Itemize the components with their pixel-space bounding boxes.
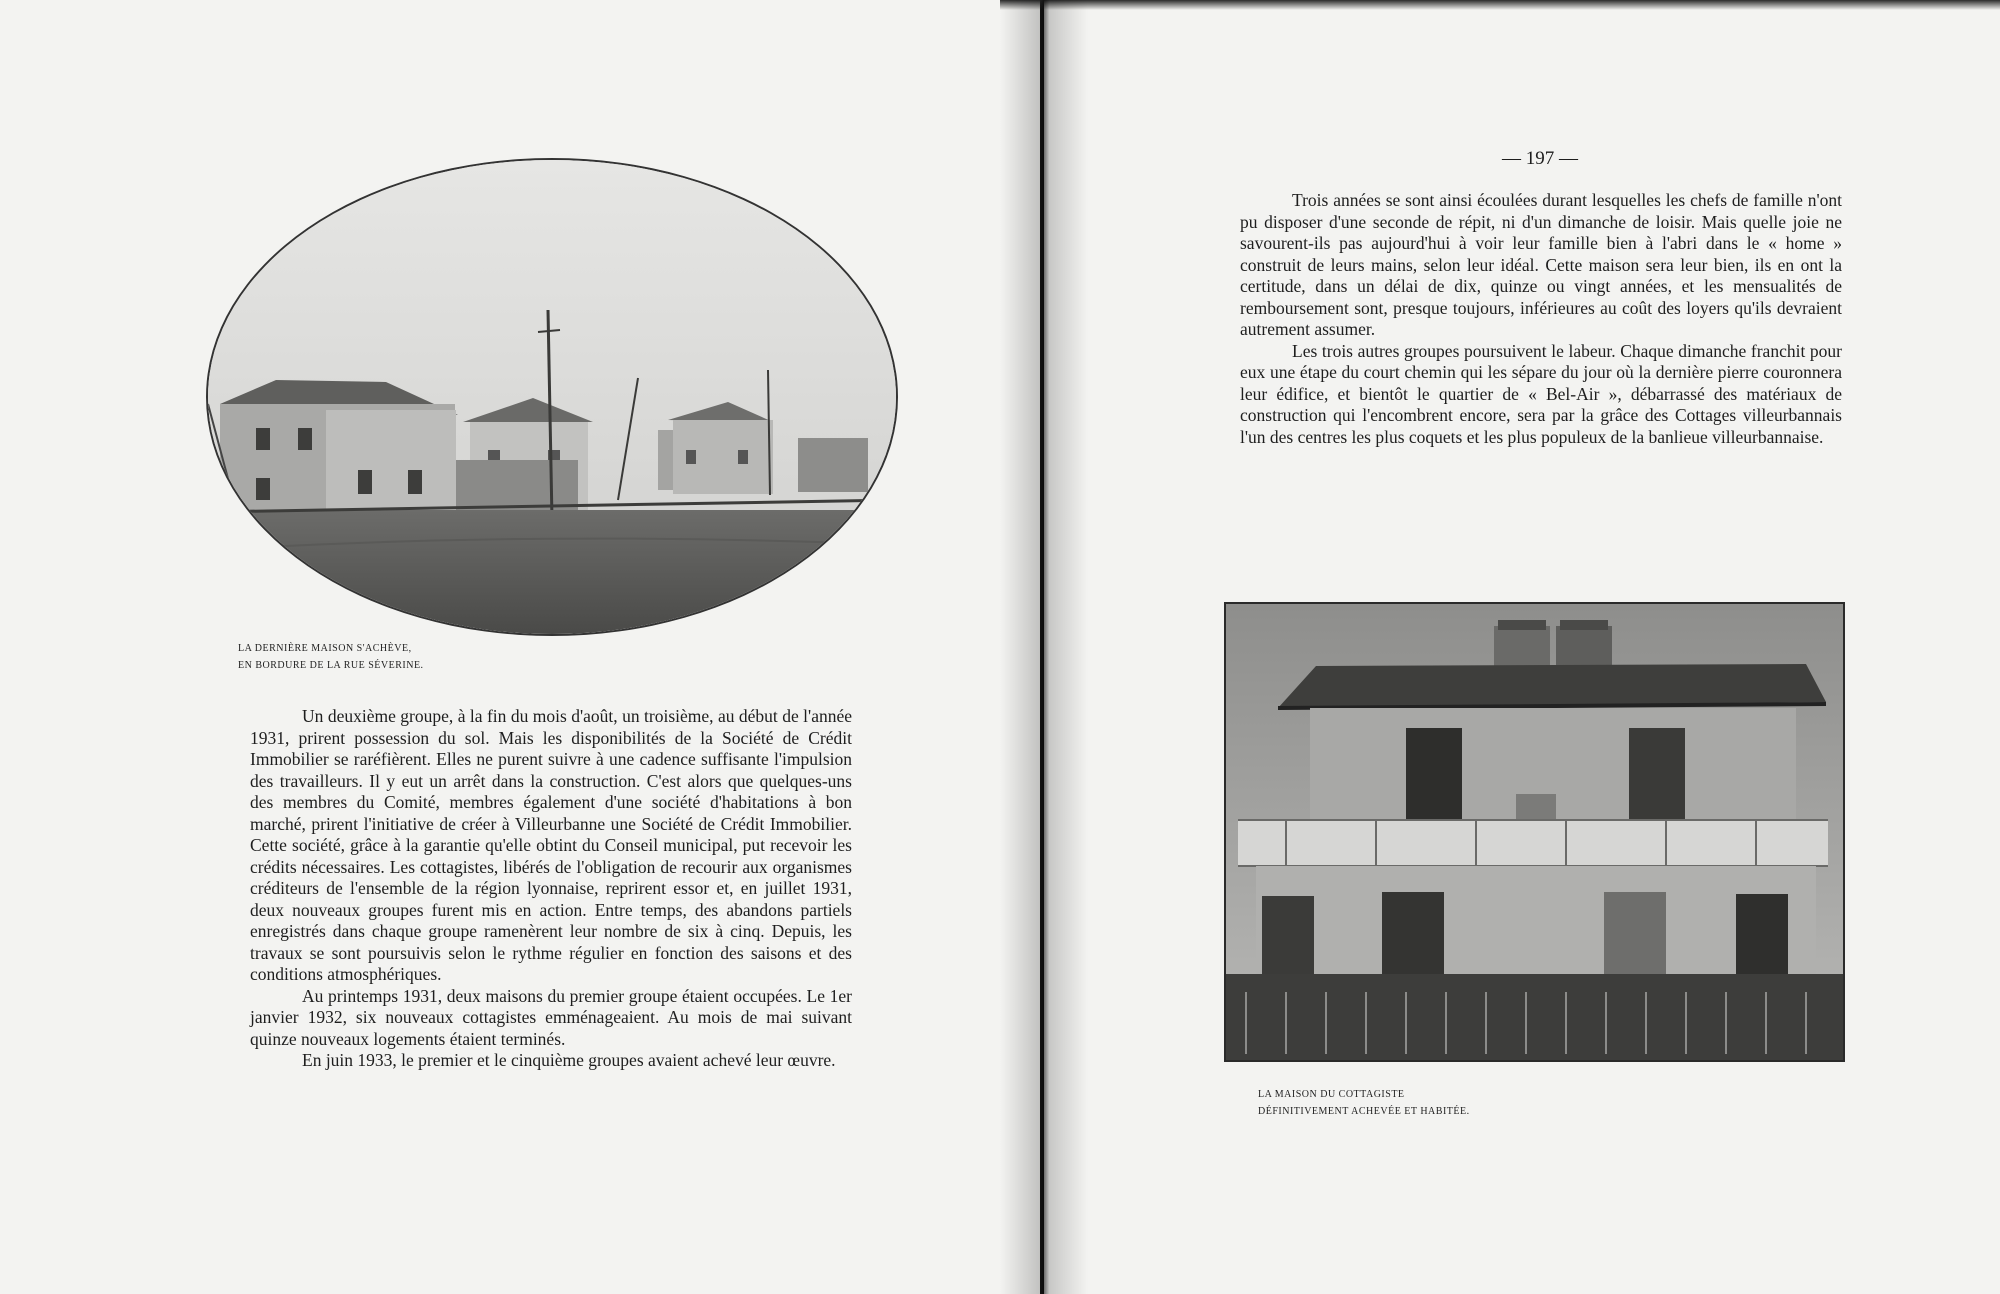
page-number: — 197 — (1502, 148, 1578, 169)
right-paragraph-1: Trois années se sont ainsi écoulées durant lesquelles les chefs de famille n'ont pu disposer d'une seconde de répit, ni d'un dimanche de loisir. Mais quelle joie ne savourent-ils pas aujourd'hui à voir leur famille bien à l'abri dans le « home » construit de leurs mains, selon leur idéal. Cette maison sera leur bien, ils en ont la certitude, dans un délai de dix, quinze ou vingt années, et les mensualités de remboursement sont, presque toujours, inférieures au coût des loyers qu'ils devraient autrement assumer. (1240, 190, 1842, 339)
right-caption-line-1: LA MAISON DU COTTAGISTE (1258, 1089, 1405, 1100)
left-paragraph-1: Un deuxième groupe, à la fin du mois d'août, un troisième, au début de l'année 1931, prirent possession du sol. Mais les disponibilités de la Société de Crédit Immobilier se raréfièrent. Elles ne purent suivre à une cadence suffisante l'impulsion des travailleurs. Il y eut un arrêt dans la construction. C'est alors que quelques-uns des membres du Comité, membres également d'une société d'habitations à bon marché, prirent l'initiative de créer à Villeurbanne une Société de Crédit Immobilier. Cette société, grâce à la garantie qu'elle obtint du Conseil municipal, put recevoir les crédits nécessaires. Les cottagistes, libérés de l'obligation de recourir aux organismes créditeurs de l'ensemble de la région lyonnaise, reprirent essor et, en juillet 1931, deux nouveaux groupes furent mis en action. Entre temps, des abandons partiels enregistrés dans chaque groupe ramenèrent leur nombre de six à cinq. Depuis, les travaux se sont poursuivis selon le rythme régulier en fonction des saisons et des conditions atmosphériques. (250, 706, 852, 984)
left-photo-caption (238, 640, 424, 674)
left-caption-line-1: LA DERNIÈRE MAISON S'ACHÈVE, (238, 643, 412, 654)
book-gutter (1000, 0, 1088, 1294)
left-body-text (250, 706, 852, 1072)
top-shadow (1000, 0, 2000, 10)
left-paragraph-2: Au printemps 1931, deux maisons du premier groupe étaient occupées. Le 1er janvier 1932, six nouveaux cottagistes emménageaient. Au mois de mai suivant quinze nouveaux logements étaient terminés. (250, 985, 852, 1049)
house-photograph-icon (1226, 604, 1843, 1060)
oval-photograph-icon (208, 160, 896, 634)
oval-construction-photo (206, 158, 898, 636)
left-paragraph-3: En juin 1933, le premier et le cinquième groupes avaient achevé leur œuvre. (302, 1050, 836, 1070)
right-caption-line-2: DÉFINITIVEMENT ACHEVÉE ET HABITÉE. (1258, 1106, 1470, 1117)
right-body-text (1240, 190, 1842, 448)
left-caption-line-2: EN BORDURE DE LA RUE SÉVERINE. (238, 660, 424, 671)
right-paragraph-2: Les trois autres groupes poursuivent le labeur. Chaque dimanche franchit pour eux une étape du court chemin qui les sépare du jour où la dernière pierre couronnera leur édifice, et bientôt le quartier de « Bel-Air », débarrassé des matériaux de construction qui l'encombrent encore, sera par la grâce des Cottages villeurbannais l'un des centres les plus coquets et les plus populeux de la banlieue villeurbannaise. (1240, 340, 1842, 447)
right-photo-caption (1258, 1086, 1470, 1120)
house-photo (1224, 602, 1845, 1062)
